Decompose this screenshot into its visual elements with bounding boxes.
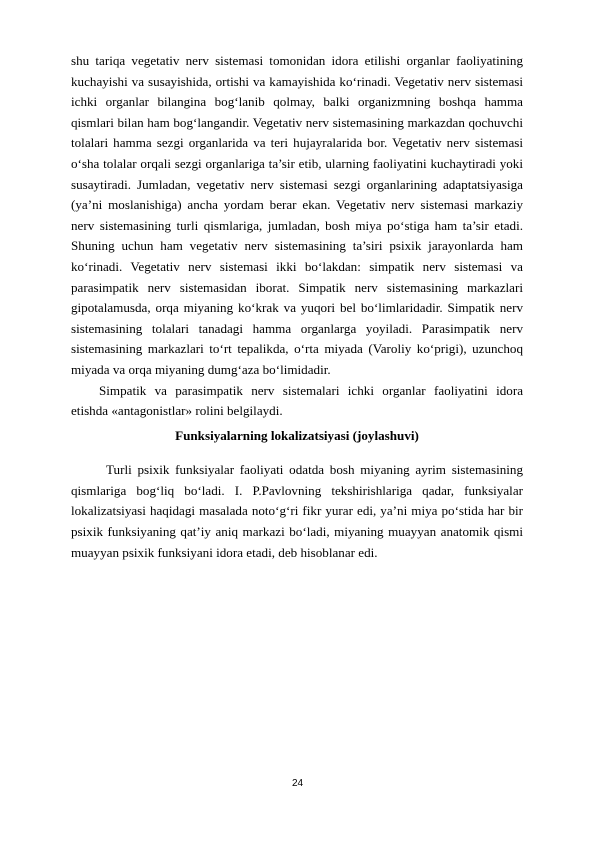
body-paragraph: shu tariqa vegetativ nerv sistemasi tomonidan idora etilishi organlar faoliyatining kuchayishi va susayishida, ortishi va kamayishida ko‘rinadi. Vegetativ nerv sistemasi ichki organlar bilangina bog‘lanib qolmay, balki organizmning boshqa hamma qismlari bilan ham bog‘langandir. Vegetativ nerv sistemasining markazdan qochuvchi tolalari hamma sezgi organlarida va teri hujayralarida bor. Vegetativ nerv sistemasi o‘sha tolalar orqali sezgi organlariga ta’sir etib, ularning faoliyatini kuchaytiradi yoki susaytiradi. Jumladan, vegetativ nerv sistemasi sezgi organlarining adaptatsiyasiga (ya’ni moslanishiga) ancha yordam berar ekan. Vegetativ nerv sistemasi markaziy nerv sistemasining turli qismlariga, jumladan, bosh miya po‘stiga ham ta’sir etadi. Shuning uchun ham vegetativ nerv sistemasining ta’siri psixik jarayonlarda ham ko‘rinadi. Vegetativ nerv sistemasi ikki bo‘lakdan: simpatik nerv sistemasi va parasimpatik nerv sistemasidan iborat. Simpatik nerv sistemasining markazlari gipotalamusda, orqa miyaning ko‘krak va yuqori bel bo‘limlaridadir. Simpatik nerv sistemasining tolalari tanadagi hamma organlarga yoyiladi. Parasimpatik nerv sistemasining markazlari to‘rt tepalikda, o‘rta miyada (Varoliy ko‘prigi), uzunchoq miyada va orqa miyaning dumg‘aza bo‘limidadir.: [71, 53, 523, 377]
body-paragraph: Simpatik va parasimpatik nerv sistemalari ichki organlar faoliyatini idora etishda «antagonistlar» rolini belgilaydi.: [71, 382, 523, 419]
section-heading: Funksiyalarning lokalizatsiyasi (joylashuvi): [175, 427, 419, 443]
page-number: 24: [291, 778, 304, 789]
document-page: [71, 51, 523, 563]
body-paragraph: Turli psixik funksiyalar faoliyati odatda bosh miyaning ayrim sistemasining qismlariga bog‘liq bo‘ladi. I. P.Pavlovning tekshirishlariga qadar, funksiyalar lokalizatsiyasi haqidagi masalada noto‘g‘ri fikr yurar edi, ya’ni miya po‘stida har bir psixik funksiyaning qat’iy aniq markazi bo‘ladi, miyaning muayyan anatomik qismi muayyan psixik funksiyani idora etadi, deb hisoblanar edi.: [71, 462, 523, 560]
